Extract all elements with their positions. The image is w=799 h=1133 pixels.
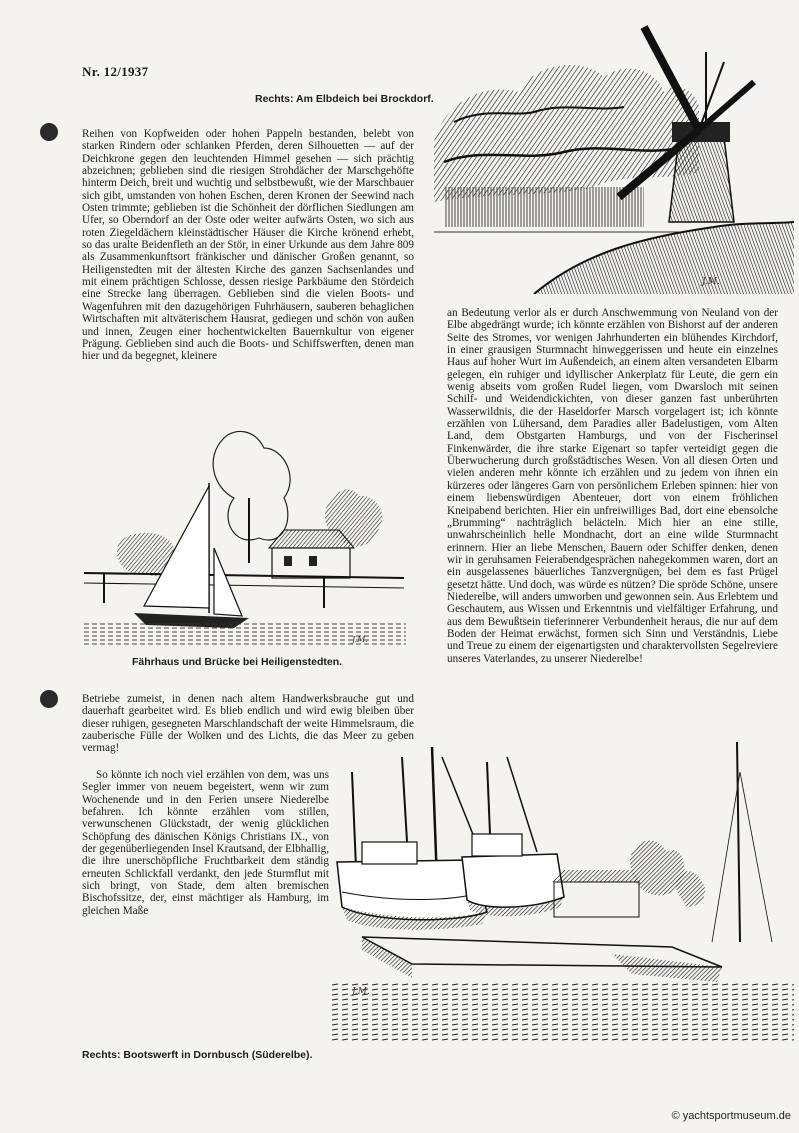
issue-number: Nr. 12/1937	[82, 64, 149, 79]
svg-text:J.M.: J.M.	[352, 987, 370, 997]
ferry-caption: Fährhaus und Brücke bei Heiligenstedten.	[132, 656, 343, 668]
paragraph: an Bedeutung verlor als er durch Anschwemmung von Neuland von der Elbe abgedrängt wurde; ich könnte erzählen von Bishorst auf der anderen Seite des Stromes, vor wenigen Jahrhunderten ein blühendes Kirchdorf, in einer grausigen Sturmnacht hinweggerissen und heute ein einzelnes Haus auf hoher Wurt im Außendeich, an einem alten versandeten Elbarm gelegen, ein ruhiger und idyllischer Ankerplatz für Leute, die gern ein wenig abseits vom großen Rudel liegen, vom Dwarsloch mit seinen Schilf- und Weidendickichten, von dieser ganzen fast unberührten Wasserwildnis, die der Haseldorfer Marsch vorgelagert ist; ich könnte erzählen von Lühersand, dem Paradies aller Badelustigen, vom Alten Land, dem Obstgarten Hamburgs, und von der Fischerinsel Finkenwärder, die ihre starke Eigenart so tapfer verteidigt gegen die Überwucherung durch großstädtisches Wesen. Von all diesen Orten und vielen anderen mehr könnte ich erzählen und zu jedem von ihnen ein kürzeres oder längeres Garn von persönlichem Erleben spinnen: hier von einem liebenswürdigen Abenteuer, dort von einem fröhlichen Kneipabend berichten. Hier ein unfreiwilliges Bad, dort eine ebensolche „Brumming“ nachträglich beläcteln. Mich hier an eine stille, unwahrscheinlich helle Mondnacht, dort an eine wilde Sturmnacht erinnern. Hier an liebe Menschen, Bauern oder Schiffer denken, denen wir in geruhsamen Feierabendgesprächen nahegekommen waren, dort an ein ausgelassenes bäuerliches Tanzvergnügen, bei dem es fast Prügel gesetzt hätte. Und doch, was würde es nützen? Die spröde Schöne, unsere Niederelbe, will anders umworben und gewonnen sein. Aus Erlebtem und Geschautem, aus Wissen und Erkenntnis und vielfältiger Erfahrung, und aus dem Bewußtsein tieferinnerer Verbundenheit heraus, die nur auf dem Boden der Heimat erwächst, formen sich Sinn und Verständnis, Liebe und Treue zu einem der eigenartigsten und charaktervollsten Segelreviere unseres Vaterlandes, zu unserer Niederelbe!	[447, 307, 778, 665]
cloud-mass	[434, 65, 699, 202]
paragraph: Reihen von Kopfweiden oder hohen Pappeln bestanden, belebt von starken Rindern oder schlanken Pferden, deren Silhouetten — auf der Deichkrone gegen den leuchtenden Himmel gesehen — sich prächtig abzeichnen; geblieben sind die riesigen Strohdächer der Marschgehöfte hinterm Deich, breit und wuchtig und selbstbewußt, wie der Marschbauer sich gibt, umstanden von hohen Eschen, deren Kronen der Seewind nach Osten trimmte; geblieben ist die Schönheit der dörflichen Siedlungen am Ufer, so Oberndorf an der Oste oder weiter aufwärts Osten, wo sich aus roten Ziegeldächern kleinstädtischer Häuser die Kirche krönend erhebt, so das uralte Beidenfleth an der Stör, in einer Urkunde aus dem Jahre 809 als Zusammenkunftsort fränkischer und dänischer Großen genannt, so Heiligenstedten mit der ältesten Kirche des ganzen Sachsenlandes und mit einem prächtigen Schlosse, dessen riesige Parkbäume den Stördeich eine Strecke lang überragen. Geblieben sind die vielen Boots- und Wagenfuhren mit den dazugehörigen Fuhrhäusern, sauberen behaglichen Wirtschaften mit altväterischem Hausrat, gediegen und schön von außen und innen, Zeugen einer hochentwickelten Bauernkultur von eigener Prägung. Geblieben sind auch die Boots- und Schiffswerften, denen man hier und da begegnet, kleinere	[82, 128, 414, 363]
shed-and-trees	[552, 841, 705, 917]
paragraph: Betriebe zumeist, in denen nach altem Handwerksbrauche gut und dauerhaft gearbeitet wird. Es blieb endlich und wird ewig bleiben über dieser ruhigen, gesegneten Marschlandschaft der weite Himmelsraum, die zauberische Fülle der Wolken und des Lichts, die das Meer zu geben vermag!	[82, 693, 414, 755]
svg-text:J.M.: J.M.	[352, 635, 368, 644]
svg-text:J.M.: J.M.	[702, 277, 720, 287]
copyright-credit: © yachtsportmuseum.de	[671, 1110, 791, 1122]
windmill-illustration	[424, 22, 794, 294]
boat-hulls	[337, 834, 564, 930]
dike-embankment	[534, 222, 794, 294]
article-col1-narrow	[82, 769, 329, 917]
paragraph: So könnte ich noch viel erzählen von dem, was uns Segler immer von neuem begeistert, wenn wir zum Wochenende und in den Ferien unsere Niederelbe befahren. Ich könnte erzählen vom stillen, verwunschenen Glückstadt, der wenig glücklichen Schöpfung des dänischen Königs Christians IX., von der gegenüberliegenden Insel Krautsand, der Elbhallig, die ihre unerschöpfliche Fruchtbarkeit dem ständig erneuten Schlickfall verdankt, den jede Sturmflut mit sich bringt, von Stade, dem alten bremischen Bischofssitze, der, einst mächtiger als Hamburg, im gleichen Maße	[82, 769, 329, 917]
punch-hole-top	[40, 123, 58, 141]
ferry-house-illustration	[84, 418, 406, 650]
trees	[117, 431, 382, 576]
water	[332, 982, 794, 1042]
shipyard-caption: Rechts: Bootswerft in Dornbusch (Süderelbe).	[82, 1049, 313, 1061]
windmill-caption: Rechts: Am Elbdeich bei Brockdorf.	[255, 93, 434, 105]
bridge	[84, 573, 404, 608]
slipway	[362, 937, 722, 982]
shipyard-illustration	[332, 742, 794, 1050]
article-col1-top	[82, 128, 414, 363]
punch-hole-bottom	[40, 690, 58, 708]
ferry-house	[269, 530, 354, 578]
article-col2	[447, 307, 778, 665]
rain-streaks	[444, 187, 644, 227]
